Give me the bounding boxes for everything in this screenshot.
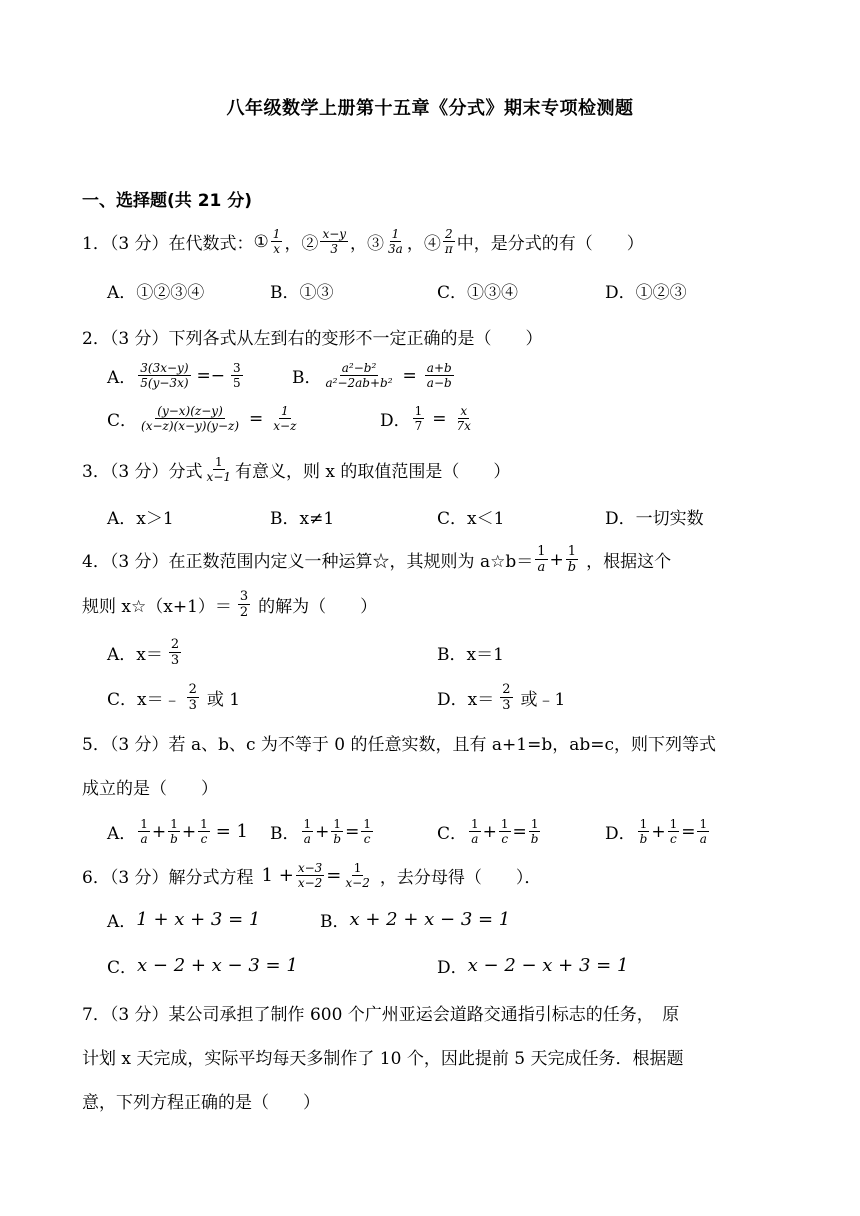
fraction-3 xyxy=(386,228,405,255)
numerator: 2 xyxy=(188,682,197,697)
numerator: 1 xyxy=(333,817,342,831)
denominator: b xyxy=(333,832,342,846)
denominator: b xyxy=(567,560,577,575)
numerator: 3(3x−y) xyxy=(140,361,189,375)
denominator: c xyxy=(501,832,509,846)
numerator: 2 xyxy=(444,227,453,241)
option-a[interactable]: A．①②③④ xyxy=(107,283,205,303)
option-equation: x − 2 − x + 3 = 1 xyxy=(467,955,629,976)
fraction xyxy=(198,818,210,845)
option-label: B． xyxy=(292,368,322,388)
option-a[interactable] xyxy=(107,638,183,667)
option-label: A． xyxy=(107,824,137,844)
question-text-tail: ，去分母得（ ）． xyxy=(379,868,542,888)
option-a[interactable] xyxy=(107,362,245,389)
equals-sign: = xyxy=(432,408,447,429)
denominator: x−1 xyxy=(206,470,232,484)
option-a[interactable]: A．x＞1 xyxy=(107,509,174,529)
question-7-line-2: 计划 x 天完成，实际平均每天多制作了 10 个，因此提前 5 天完成任务．根据题 xyxy=(82,1049,684,1069)
option-label: D． xyxy=(437,958,468,978)
option-label: D． xyxy=(605,824,636,844)
numerator: 1 xyxy=(699,817,708,831)
option-label: C． xyxy=(107,958,138,978)
numerator: 1 xyxy=(471,817,479,831)
circled-1: ① xyxy=(253,231,269,252)
equals-sign: = xyxy=(681,821,696,842)
denominator: x xyxy=(273,242,280,256)
fraction-right xyxy=(425,362,454,389)
question-5 xyxy=(82,730,716,755)
denominator: 3a xyxy=(388,242,403,256)
numerator: 1 xyxy=(214,455,223,469)
denominator: a²−2ab+b² xyxy=(325,376,393,390)
question-text-tail: 的解为（ ） xyxy=(258,597,378,617)
option-label: D． xyxy=(380,411,411,431)
denominator: b xyxy=(170,832,178,846)
denominator: a xyxy=(699,832,707,846)
option-a[interactable] xyxy=(107,907,260,932)
plus-sign: + xyxy=(482,821,497,842)
question-text: 下列各式从左到右的变形不一定正确的是（ ） xyxy=(168,329,543,349)
denominator: 7 xyxy=(414,419,423,433)
question-text: 若 a、b、c 为不等于 0 的任意实数，且有 a+1=b，ab=c，则下列等式 xyxy=(168,735,717,755)
option-d[interactable]: D．①②③ xyxy=(605,283,687,303)
question-7 xyxy=(82,1000,679,1025)
question-text: 规则 x☆（x+1）＝ xyxy=(82,597,232,617)
fraction xyxy=(187,683,199,712)
fraction xyxy=(499,818,511,845)
denominator: 5 xyxy=(233,376,241,390)
equals-sign: = xyxy=(402,365,417,386)
denominator: a xyxy=(537,560,546,575)
denominator: c xyxy=(200,832,208,846)
denominator: 5(y−3x) xyxy=(140,376,189,390)
page-title: 八年级数学上册第十五章《分式》期末专项检测题 xyxy=(226,98,634,119)
fraction xyxy=(500,683,512,712)
denominator: x−2 xyxy=(297,876,323,890)
option-c[interactable] xyxy=(107,683,240,712)
denominator: b xyxy=(530,832,539,846)
fraction-2 xyxy=(320,228,348,255)
question-2 xyxy=(82,324,543,349)
fraction xyxy=(169,638,181,667)
fraction-left xyxy=(324,362,395,389)
numerator: 1 xyxy=(530,817,539,831)
denominator: a−b xyxy=(426,376,452,390)
numerator: a²−b² xyxy=(341,361,377,375)
fraction xyxy=(529,818,541,845)
question-6 xyxy=(82,862,541,889)
fraction-4 xyxy=(443,228,455,255)
option-equation: x − 2 + x − 3 = 1 xyxy=(137,955,298,976)
question-number: 3．（3 分） xyxy=(82,462,169,482)
circled-3: ，③ xyxy=(350,234,385,254)
numerator: x−y xyxy=(322,227,347,241)
plus-sign: + xyxy=(549,549,564,570)
denominator: 3 xyxy=(188,698,197,713)
denominator: 3 xyxy=(170,653,180,668)
question-text: 某公司承担了制作 600 个广州亚运会道路交通指引标志的任务， 原 xyxy=(168,1005,680,1025)
numerator: (y−x)(z−y) xyxy=(157,404,223,418)
numerator: 1 xyxy=(500,817,509,831)
numerator: x−3 xyxy=(297,861,323,875)
fraction-left xyxy=(296,862,324,889)
option-label: D．x＝ xyxy=(437,690,495,710)
equals-sign: = xyxy=(512,821,527,842)
option-label: C． xyxy=(107,411,138,431)
fraction-right xyxy=(455,405,473,432)
circled-4: ，④ xyxy=(406,234,441,254)
option-label: B． xyxy=(320,912,350,932)
fraction-3-over-2 xyxy=(238,590,250,619)
option-d[interactable] xyxy=(437,683,565,712)
equals-sign: =− xyxy=(196,365,226,386)
option-a[interactable] xyxy=(107,818,248,845)
plus-sign: + xyxy=(181,821,197,842)
fraction-left xyxy=(413,405,425,432)
option-b[interactable]: B．①③ xyxy=(270,283,334,303)
question-number: 1．（3 分） xyxy=(82,234,169,254)
option-label: A． xyxy=(107,368,137,388)
option-d[interactable] xyxy=(380,405,475,432)
option-equation: x + 2 + x − 3 = 1 xyxy=(349,909,511,930)
option-label: A． xyxy=(107,912,137,932)
option-b[interactable] xyxy=(270,818,375,845)
numerator: 1 xyxy=(363,817,371,831)
numerator: 3 xyxy=(239,589,249,604)
numerator: 1 xyxy=(669,817,678,831)
option-c[interactable] xyxy=(107,405,300,432)
question-text: 在代数式： xyxy=(168,234,254,254)
option-d[interactable]: D．一切实数 xyxy=(605,509,704,529)
question-5-line-2: 成立的是（ ） xyxy=(82,779,218,799)
question-3 xyxy=(82,456,510,483)
denominator: a xyxy=(140,832,148,846)
denominator: 3 xyxy=(502,698,511,713)
option-d[interactable] xyxy=(437,953,628,978)
denominator: 7x xyxy=(456,419,471,433)
numerator: 1 xyxy=(200,817,208,831)
option-label: B． xyxy=(270,824,300,844)
fraction-left xyxy=(139,405,241,432)
numerator: 1 xyxy=(140,817,148,831)
fraction-1 xyxy=(271,228,283,255)
plus-sign: + xyxy=(315,821,330,842)
option-c[interactable]: C．①③④ xyxy=(437,283,519,303)
option-c[interactable] xyxy=(437,818,542,845)
option-b[interactable] xyxy=(320,907,510,932)
fraction xyxy=(469,818,481,845)
option-c[interactable] xyxy=(107,953,298,978)
circled-2: ，② xyxy=(284,234,319,254)
denominator: 3 xyxy=(330,242,339,256)
section-heading: 一、选择题(共 21 分) xyxy=(82,191,253,211)
question-text-tail: ，根据这个 xyxy=(586,552,672,572)
equals-one: = 1 xyxy=(215,821,249,842)
option-d[interactable] xyxy=(605,818,711,845)
question-number: 7．（3 分） xyxy=(82,1005,169,1025)
denominator: a xyxy=(471,832,479,846)
numerator: a+b xyxy=(426,361,452,375)
denominator: c xyxy=(670,832,677,846)
equals-sign: = xyxy=(249,408,264,429)
question-number: 6．（3 分） xyxy=(82,868,169,888)
denominator: a xyxy=(303,832,311,846)
option-label: C． xyxy=(437,824,468,844)
numerator: 1 xyxy=(170,817,178,831)
question-number: 2．（3 分） xyxy=(82,329,169,349)
numerator: x xyxy=(460,404,468,418)
fraction xyxy=(361,818,373,845)
question-7-line-3: 意，下列方程正确的是（ ） xyxy=(82,1093,320,1113)
question-text: 解分式方程 xyxy=(168,868,254,888)
fraction-left xyxy=(138,362,190,389)
numerator: 1 xyxy=(414,404,423,418)
fraction-1-over-b xyxy=(566,545,578,574)
question-text-tail: 中，是分式的有（ ） xyxy=(456,234,644,254)
option-tail: 或﹣1 xyxy=(520,690,566,710)
fraction-1-over-a xyxy=(535,545,547,574)
question-number: 5．（3 分） xyxy=(82,735,169,755)
question-4-line-2 xyxy=(82,590,377,619)
fraction xyxy=(697,818,709,845)
denominator: x−z xyxy=(273,419,297,433)
fraction xyxy=(138,818,150,845)
fraction xyxy=(331,818,343,845)
option-b[interactable]: B．x＝1 xyxy=(437,645,504,665)
question-text: 在正数范围内定义一种运算☆，其规则为 a☆b＝ xyxy=(168,552,534,572)
one-plus: 1 + xyxy=(261,865,294,886)
question-text-tail: 有意义，则 x 的取值范围是（ ） xyxy=(235,462,511,482)
numerator: 1 xyxy=(272,227,281,241)
option-tail: 或 1 xyxy=(206,690,241,710)
fraction xyxy=(668,818,680,845)
option-label: C．x＝﹣ xyxy=(107,690,181,710)
fraction xyxy=(638,818,650,845)
option-label: A．x＝ xyxy=(107,645,163,665)
fraction-right xyxy=(271,405,298,432)
numerator: 1 xyxy=(281,404,289,418)
fraction xyxy=(302,818,314,845)
numerator: 2 xyxy=(502,682,511,697)
numerator: 1 xyxy=(639,817,648,831)
equals-sign: = xyxy=(345,821,360,842)
fraction-right xyxy=(231,362,243,389)
numerator: 1 xyxy=(391,227,400,241)
plus-sign: + xyxy=(151,821,167,842)
numerator: 2 xyxy=(170,637,180,652)
numerator: 1 xyxy=(537,544,546,559)
option-equation: 1 + x + 3 = 1 xyxy=(136,909,261,930)
denominator: 2 xyxy=(239,605,249,620)
fraction-right xyxy=(343,862,371,889)
denominator: (x−z)(x−y)(y−z) xyxy=(141,419,240,433)
question-4 xyxy=(82,545,671,574)
option-b[interactable]: B．x≠1 xyxy=(270,509,335,529)
denominator: c xyxy=(363,832,371,846)
option-b[interactable] xyxy=(292,362,456,389)
numerator: 1 xyxy=(567,544,577,559)
fraction xyxy=(168,818,180,845)
numerator: 1 xyxy=(303,817,312,831)
denominator: b xyxy=(639,832,648,846)
plus-sign: + xyxy=(651,821,666,842)
question-number: 4．（3 分） xyxy=(82,552,169,572)
denominator: x−2 xyxy=(345,876,370,890)
numerator: 3 xyxy=(233,361,241,375)
question-text: 分式 xyxy=(168,462,203,482)
equals-sign: = xyxy=(326,865,342,886)
option-c[interactable]: C．x＜1 xyxy=(437,509,505,529)
numerator: 1 xyxy=(353,861,362,875)
fraction xyxy=(205,456,233,483)
denominator: π xyxy=(444,242,453,256)
question-1 xyxy=(82,228,644,255)
